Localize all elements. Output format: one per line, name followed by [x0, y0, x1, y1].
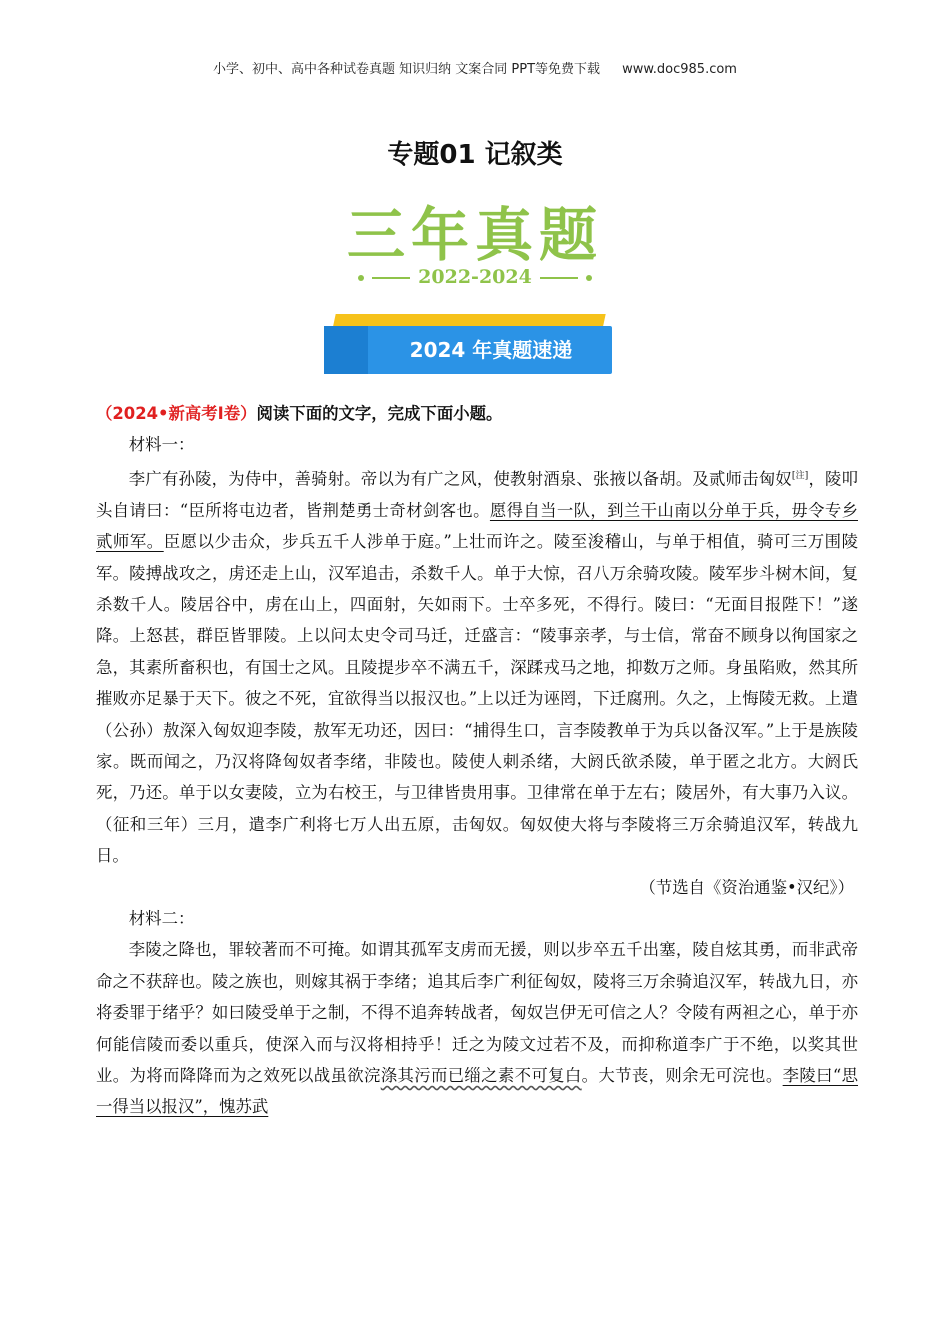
big-title: 三年真题 [346, 201, 603, 269]
banner-tab [324, 326, 368, 374]
question-intro [96, 398, 858, 429]
exam-source: （2024•新高考Ⅰ卷） [96, 404, 257, 423]
left-dot-icon [358, 275, 364, 281]
years-label [0, 266, 950, 288]
years-text: 2022-2024 [418, 266, 532, 288]
material1-part-c: 臣愿以少击众，步兵五千人涉单于庭。”上壮而许之。陵至浚稽山，与单于相值，骑可三万围陵军。陵搏战攻之，虏还走上山，汉军追击，杀数千人。单于大惊，召八万余骑攻陵。陵军步斗树木间，复杀数千人。陵居谷中，虏在山上，四面射，矢如雨下。士卒多死，不得行。陵曰：“无面目报陛下！”遂降。上怒甚，群臣皆罪陵。上以问太史令司马迁，迁盛言：“陵事亲孝，与士信，常奋不顾身以徇国家之急，其素所畜积也，有国士之风。且陵提步卒不满五千，深蹂戎马之地，抑数万之师。身虽陷败，然其所摧败亦足暴于天下。彼之不死，宜欲得当以报汉也。”上以迁为诬罔，下迁腐刑。久之，上悔陵无救。上遣（公孙）敖深入匈奴迎李陵，敖军无功还，因曰：“捕得生口，言李陵教单于为兵以备汉军。”上于是族陵家。既而闻之，乃汉将降匈奴者李绪，非陵也。陵使人刺杀绪，大阏氏欲杀陵，单于匿之北方。大阏氏死，乃还。单于以女妻陵，立为右校王，与卫律皆贵用事。卫律常在单于左右；陵居外，有大事乃入议。（征和三年）三月，遣李广利将七万人出五原，击匈奴。匈奴使大将与李陵将三万余骑追汉军，转战九日。 [96, 532, 858, 866]
page-title: 专题01 记叙类 [387, 140, 563, 170]
question-content [96, 398, 858, 1123]
header-url[interactable]: www.doc985.com [622, 62, 737, 77]
section-banner [324, 314, 614, 376]
material2-wavy: 涤其污而已缁之素不可复白 [380, 1066, 582, 1085]
material1-source: （节选自《资治通鉴•汉纪》） [639, 877, 854, 897]
note-marker: [注] [791, 470, 809, 481]
material2-underlined: 李陵曰“思一得当以报汉”，愧苏武 [96, 1066, 859, 1117]
material2-part-b: 。大节丧，则余无可浣也。 [581, 1066, 783, 1085]
material2-part-a: 李陵之降也，罪较著而不可掩。如谓其孤军支虏而无援，则以步卒五千出塞，陵自炫其勇，而非武帝命之不获辞也。陵之族也，则嫁其祸于李绪；追其后李广利征匈奴，陵将三万余骑追汉军，转战九日，亦将委罪于绪乎？如曰陵受单于之制，不得不追奔转战者，匈奴岂伊无可信之人？令陵有两袒之心，单于亦何能信陵而委以重兵，使深入而与汉将相持乎！迁之为陵文过若不及，而抑称道李广于不绝，以奖其世业。为将而降降而为之效死以战虽欲浣 [96, 940, 858, 1085]
right-rule [540, 277, 578, 279]
material1-part-b: ，陵叩头自请曰：“臣所将屯边者，皆荆楚勇士奇材剑客也。 [96, 469, 859, 520]
instruction: 阅读下面的文字，完成下面小题。 [256, 404, 503, 423]
material1-part-a: 李广有孙陵，为侍中，善骑射。帝以为有广之风，使教射酒泉、张掖以备胡。及贰师击匈奴 [128, 469, 792, 489]
banner-label: 2024 年真题速递 [409, 338, 573, 362]
header-text: 小学、初中、高中各种试卷真题 知识归纳 文案合同 PPT等免费下载 [213, 62, 601, 77]
material1-text [96, 461, 858, 872]
page-header [0, 58, 950, 77]
material1-label: 材料一： [128, 435, 195, 455]
left-rule [372, 277, 410, 279]
material2-label: 材料二： [128, 908, 195, 928]
right-dot-icon [586, 275, 592, 281]
material1-underlined: 愿得自当一队，到兰干山南以分单于兵，毋令专乡贰师军。 [96, 500, 858, 552]
material2-text [96, 934, 858, 1122]
